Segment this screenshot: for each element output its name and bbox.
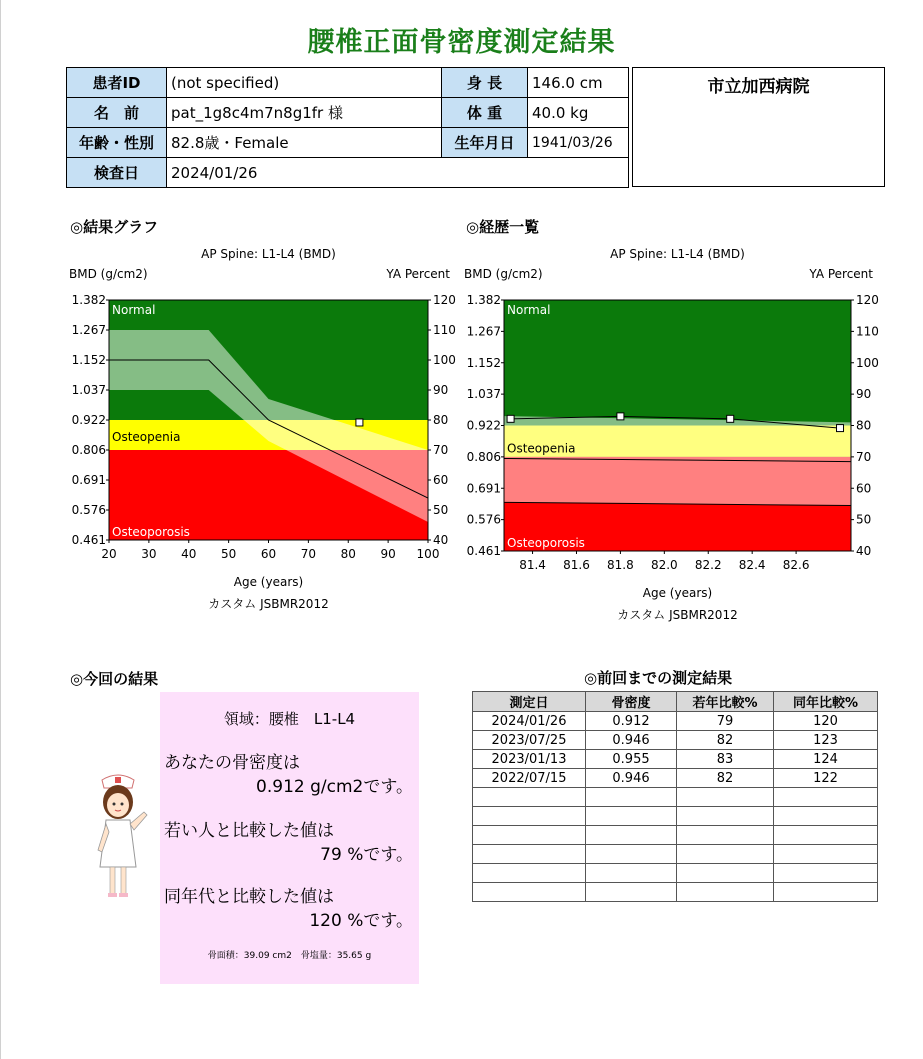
weight-label: 体 重 (442, 98, 528, 128)
table-cell (677, 788, 774, 807)
y-tick-label: 0.576 (71, 503, 106, 517)
y2-tick-label: 120 (856, 293, 879, 307)
table-cell (774, 845, 878, 864)
y-tick-label: 0.461 (71, 533, 106, 547)
x-tick-label: 82.2 (694, 558, 722, 572)
y2-tick-label: 40 (856, 544, 872, 558)
table-cell (677, 883, 774, 902)
table-cell (473, 845, 586, 864)
result-young-line1: 若い人と比較した値は (164, 821, 334, 841)
nurse-illustration (84, 772, 154, 902)
table-cell (586, 788, 677, 807)
y-tick-label: 1.382 (71, 293, 106, 307)
y-tick-label: 0.461 (466, 544, 501, 558)
y-tick-label: 1.037 (466, 387, 501, 402)
x-axis-label: Age (years) (642, 586, 713, 600)
table-cell (586, 864, 677, 883)
zone-label-osteoporosis: Osteoporosis (507, 536, 585, 550)
table-cell (586, 845, 677, 864)
y-tick-label: 0.806 (71, 443, 106, 457)
data-point (727, 415, 734, 422)
result-bmd-line1: あなたの骨密度は (164, 753, 300, 773)
table-cell (774, 788, 878, 807)
y-tick-label: 1.152 (71, 353, 106, 367)
y-axis-label: BMD (g/cm2) (464, 267, 543, 281)
y2-tick-label: 80 (433, 413, 449, 427)
data-point (837, 425, 844, 432)
graph-section-title: ◎結果グラフ (70, 218, 159, 236)
page-title: 腰椎正面骨密度測定結果 (307, 27, 616, 58)
data-point (507, 415, 514, 422)
table-row (473, 750, 878, 769)
zone-label-osteoporosis: Osteoporosis (112, 525, 190, 539)
result-bmd-line2: 0.912 g/cm2です。 (256, 777, 413, 797)
y-axis-label: BMD (g/cm2) (69, 267, 148, 281)
patient-id-value: (not specified) (167, 68, 442, 98)
table-cell (774, 826, 878, 845)
x-tick-label: 81.6 (563, 558, 590, 572)
table-row-empty (473, 807, 878, 826)
y2-tick-label: 90 (433, 383, 449, 397)
exam-date-label: 検査日 (67, 158, 167, 188)
table-cell: 0.946 (586, 769, 677, 788)
y2-tick-label: 50 (856, 512, 872, 527)
result-young-line2: 79 %です。 (320, 845, 413, 865)
y2-tick-label: 70 (856, 449, 872, 464)
zone-label-osteopenia: Osteopenia (507, 441, 576, 456)
table-cell: 2023/01/13 (473, 750, 586, 769)
name-value: pat_1g8c4m7n8g1fr 様 (167, 98, 442, 128)
table-cell: 2023/07/25 (473, 731, 586, 750)
table-cell (677, 845, 774, 864)
table-row-empty (473, 826, 878, 845)
history-graph-section-title: ◎経歴一覧 (466, 218, 540, 236)
name-label: 名 前 (67, 98, 167, 128)
zone-label-normal: Normal (507, 303, 551, 317)
y-tick-label: 1.267 (71, 323, 106, 337)
y2-tick-label: 80 (856, 418, 872, 433)
bmd-history-chart (456, 240, 896, 630)
y-tick-label: 1.037 (71, 383, 106, 397)
y2-tick-label: 50 (433, 503, 449, 517)
bmd-age-chart (60, 240, 460, 620)
result-region: 領域：腰椎 L1-L4 (223, 710, 356, 728)
table-cell (586, 826, 677, 845)
x-axis-label: Age (years) (233, 575, 304, 589)
history-table-title: ◎前回までの測定結果 (584, 669, 733, 687)
weight-value: 40.0 kg (528, 98, 629, 128)
y-tick-label: 1.267 (466, 324, 501, 339)
x-tick-label: 40 (181, 547, 197, 561)
y2-tick-label: 60 (433, 473, 449, 487)
x-tick-label: 100 (416, 547, 440, 561)
patient-id-label: 患者ID (67, 68, 167, 98)
table-cell: 122 (774, 769, 878, 788)
table-cell (473, 826, 586, 845)
height-value: 146.0 cm (528, 68, 629, 98)
patient-info-table (66, 67, 629, 188)
table-cell (473, 883, 586, 902)
history-table (472, 691, 878, 902)
zone-label-normal: Normal (112, 303, 156, 317)
table-cell (586, 883, 677, 902)
x-tick-label: 82.6 (782, 558, 810, 572)
table-cell (677, 826, 774, 845)
zone-label-osteopenia: Osteopenia (112, 430, 181, 444)
chart-title: AP Spine: L1-L4 (BMD) (201, 247, 336, 261)
y2-tick-label: 40 (433, 533, 449, 547)
table-row (473, 769, 878, 788)
y-tick-label: 0.576 (466, 512, 501, 527)
hospital-name: 市立加西病院 (707, 77, 810, 97)
table-cell (774, 864, 878, 883)
y-tick-label: 0.806 (466, 449, 501, 464)
table-cell: 2022/07/15 (473, 769, 586, 788)
table-cell: 0.955 (586, 750, 677, 769)
table-cell: 82 (677, 731, 774, 750)
x-tick-label: 70 (300, 547, 317, 561)
y-tick-label: 0.691 (466, 481, 501, 496)
table-cell: 0.946 (586, 731, 677, 750)
x-tick-label: 90 (380, 547, 396, 561)
height-label: 身 長 (442, 68, 528, 98)
table-cell: 83 (677, 750, 774, 769)
birth-label: 生年月日 (442, 128, 528, 158)
y2-tick-label: 60 (856, 481, 872, 496)
table-cell (473, 807, 586, 826)
chart-footer: カスタム JSBMR2012 (617, 608, 738, 622)
reference-band (504, 416, 851, 505)
y2-tick-label: 120 (433, 293, 456, 307)
chart-title: AP Spine: L1-L4 (BMD) (610, 247, 745, 261)
page-edge (0, 0, 1, 1059)
x-tick-label: 30 (141, 547, 157, 561)
result-age-line1: 同年代と比較した値は (164, 887, 334, 907)
table-cell: 124 (774, 750, 878, 769)
y-tick-label: 0.922 (71, 413, 106, 427)
data-point (356, 419, 363, 426)
table-row (473, 712, 878, 731)
history-header-young: 若年比較% (677, 692, 774, 712)
y2-tick-label: 70 (433, 443, 449, 457)
x-tick-label: 50 (220, 547, 237, 561)
x-tick-label: 82.4 (738, 558, 766, 572)
table-cell: 82 (677, 769, 774, 788)
y-tick-label: 0.691 (71, 473, 106, 487)
table-cell (677, 807, 774, 826)
table-cell (473, 864, 586, 883)
age-sex-label: 年齢・性別 (67, 128, 167, 158)
y2-tick-label: 90 (856, 387, 872, 402)
y2-tick-label: 110 (433, 323, 456, 337)
result-section-title: ◎今回の結果 (70, 670, 159, 688)
table-cell: 0.912 (586, 712, 677, 731)
data-point (617, 413, 624, 420)
y2-tick-label: 100 (856, 355, 879, 370)
table-cell (774, 883, 878, 902)
chart-footer: カスタム JSBMR2012 (208, 597, 329, 611)
y2-tick-label: 110 (856, 324, 879, 339)
y-tick-label: 1.152 (466, 355, 501, 370)
y2-axis-label: YA Percent (809, 267, 873, 281)
table-cell (473, 788, 586, 807)
table-row-empty (473, 864, 878, 883)
table-row (473, 731, 878, 750)
table-cell (774, 807, 878, 826)
history-header-date: 測定日 (473, 692, 586, 712)
table-cell: 123 (774, 731, 878, 750)
age-sex-value: 82.8歳・Female (167, 128, 442, 158)
exam-date-value: 2024/01/26 (167, 158, 629, 188)
table-row-empty (473, 883, 878, 902)
result-box (160, 692, 419, 984)
y-tick-label: 0.922 (466, 418, 501, 433)
table-row-empty (473, 845, 878, 864)
table-cell: 79 (677, 712, 774, 731)
x-tick-label: 60 (260, 547, 277, 561)
table-cell (586, 807, 677, 826)
y2-axis-label: YA Percent (386, 267, 450, 281)
x-tick-label: 20 (101, 547, 117, 561)
y2-tick-label: 100 (433, 353, 456, 367)
history-header-bmd: 骨密度 (586, 692, 677, 712)
x-tick-label: 80 (340, 547, 356, 561)
result-age-line2: 120 %です。 (309, 911, 413, 931)
result-footnote: 骨面積：39.09 cm2 骨塩量：35.65 g (207, 951, 372, 961)
y-tick-label: 1.382 (466, 293, 501, 307)
x-tick-label: 81.8 (607, 558, 634, 572)
table-cell: 2024/01/26 (473, 712, 586, 731)
x-tick-label: 82.0 (650, 558, 678, 572)
x-tick-label: 81.4 (519, 558, 546, 572)
history-header-age: 同年比較% (774, 692, 878, 712)
table-cell (677, 864, 774, 883)
birth-value: 1941/03/26 (528, 128, 629, 158)
table-row-empty (473, 788, 878, 807)
table-cell: 120 (774, 712, 878, 731)
